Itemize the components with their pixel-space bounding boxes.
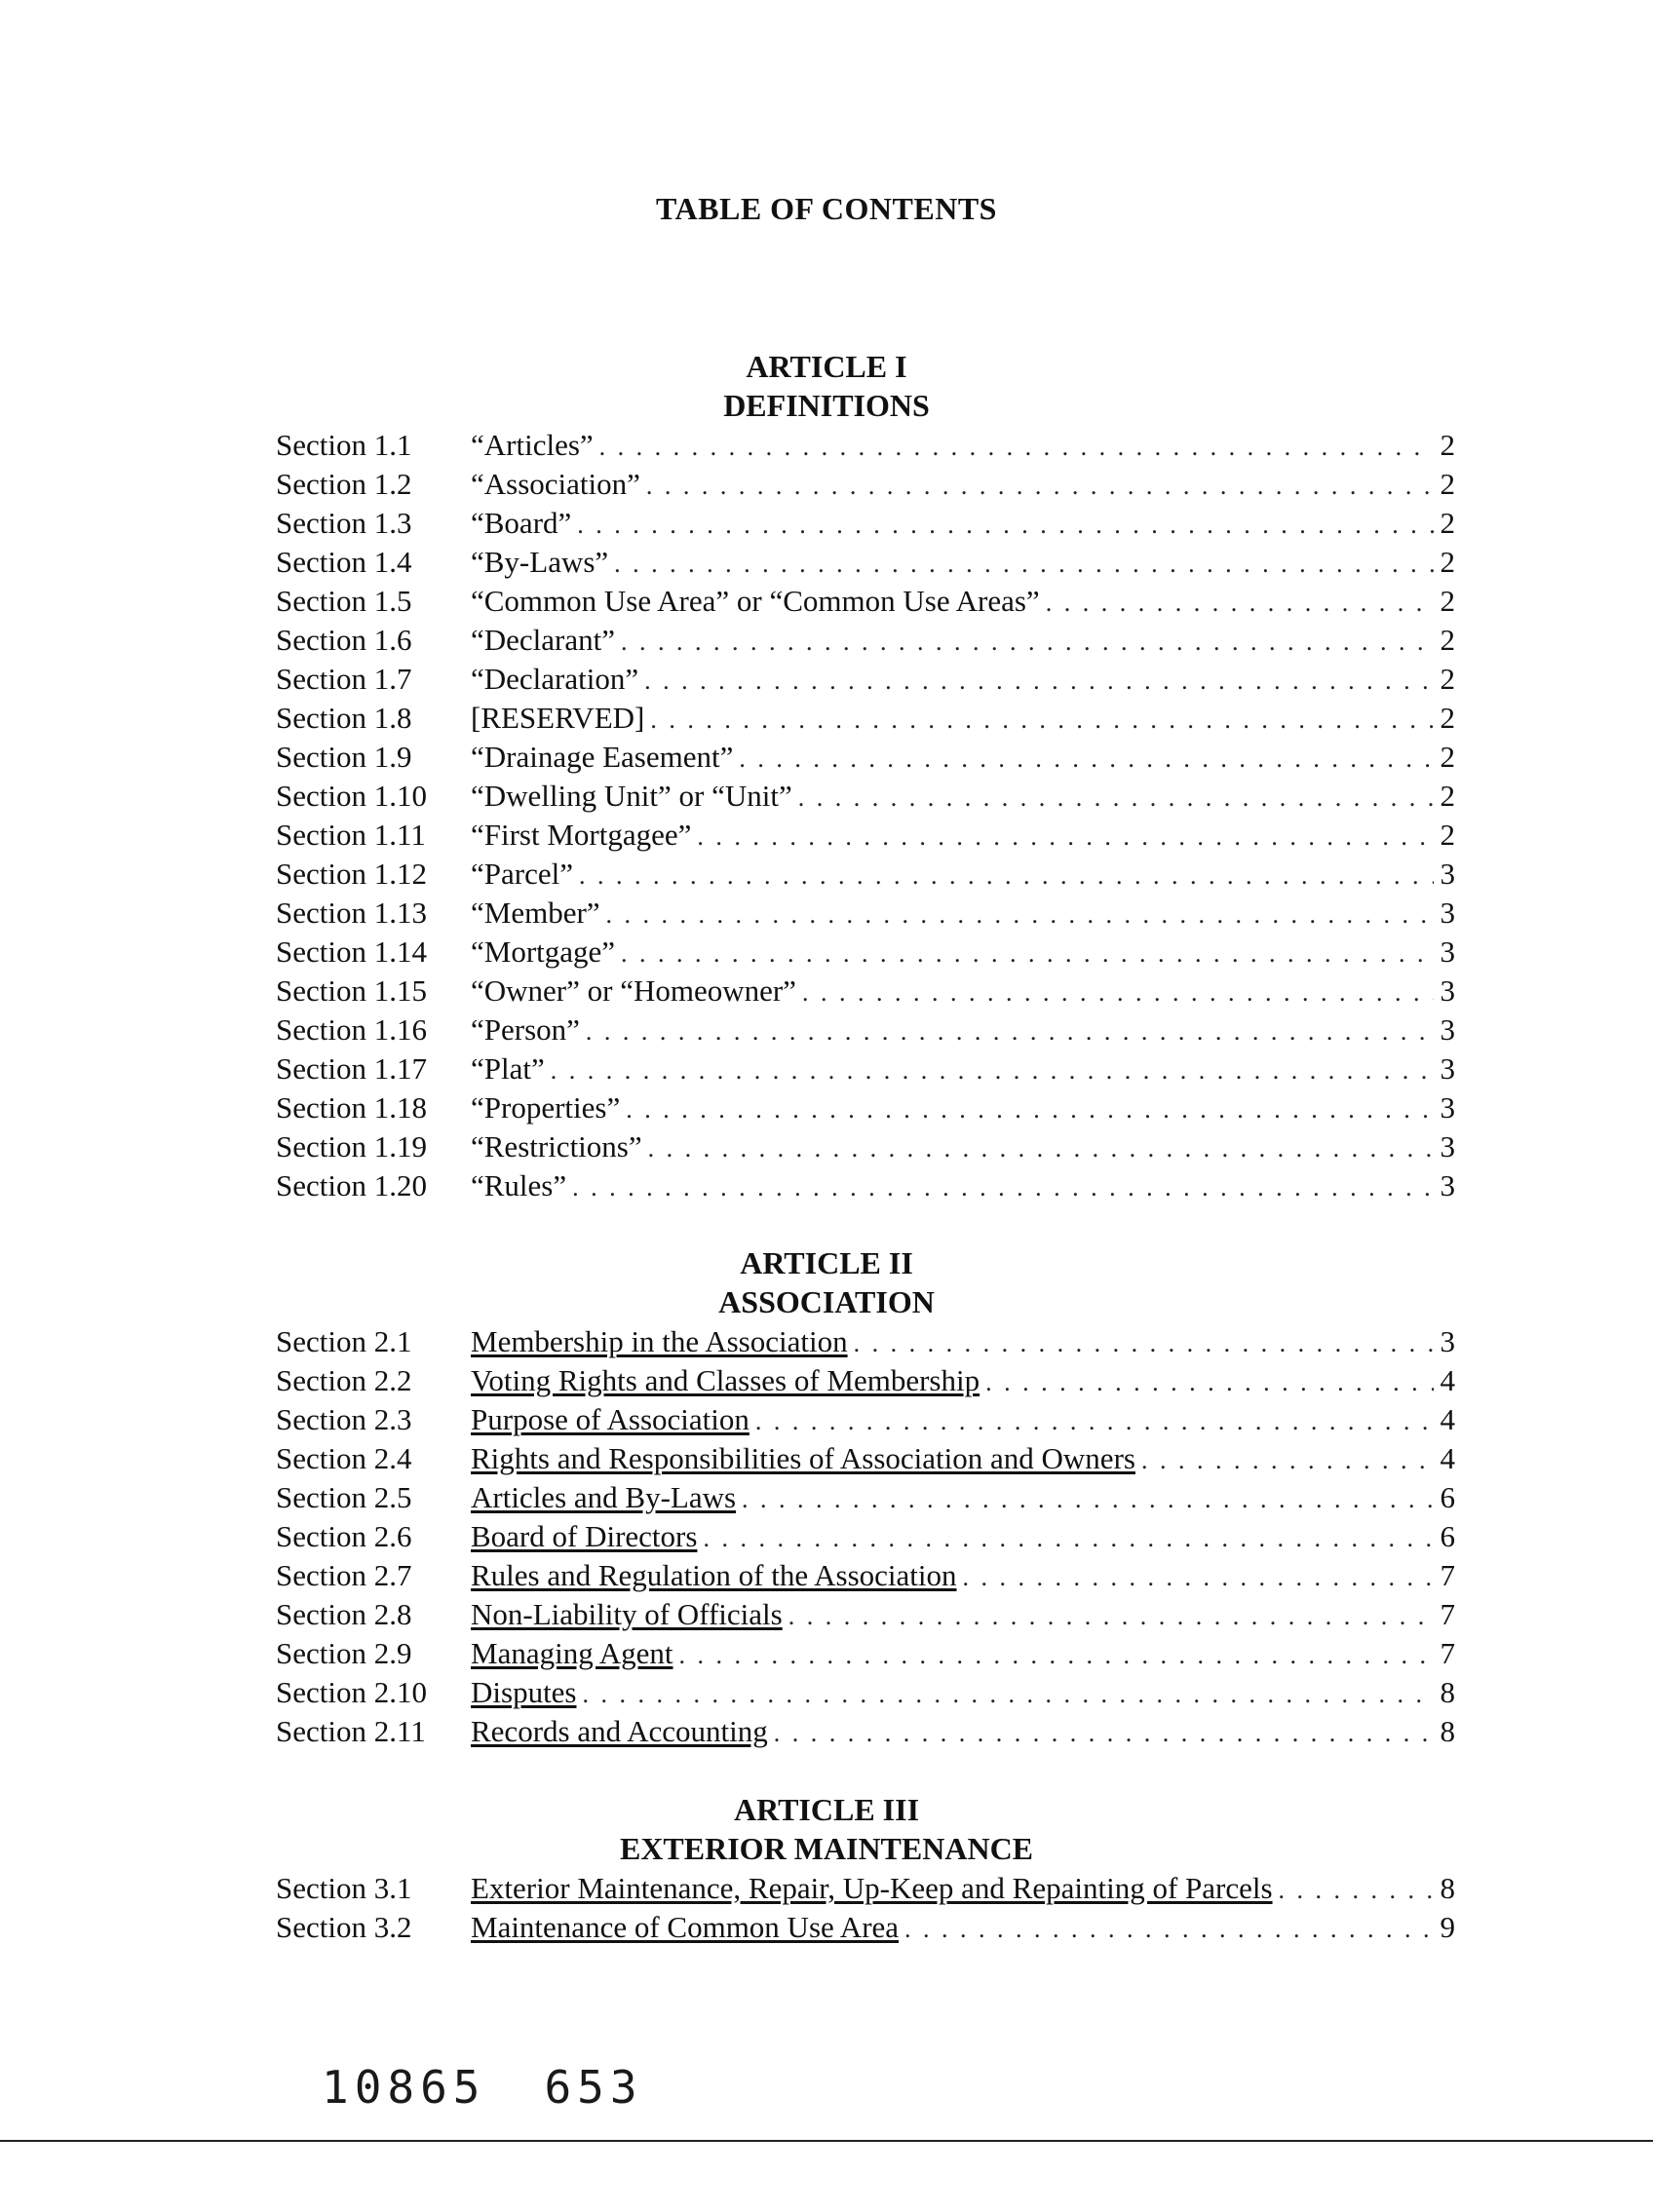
toc-entry[interactable] xyxy=(276,894,1455,933)
toc-dot-leader xyxy=(854,1324,1434,1363)
toc-page-number: 6 xyxy=(1440,1519,1455,1553)
toc-section-number: Section 2.8 xyxy=(276,1597,412,1631)
toc-section-number: Section 2.11 xyxy=(276,1714,426,1748)
toc-section-title[interactable]: Articles and By-Laws xyxy=(471,1480,737,1514)
toc-section-number: Section 2.7 xyxy=(276,1558,412,1592)
toc-dot-leader xyxy=(606,896,1434,934)
toc-section-number: Section 1.19 xyxy=(276,1129,427,1163)
toc-entry[interactable] xyxy=(276,972,1455,1011)
toc-dot-leader xyxy=(586,1012,1434,1051)
toc-dot-leader xyxy=(579,857,1434,896)
toc-dot-leader xyxy=(679,1636,1435,1675)
toc-page-number: 8 xyxy=(1440,1714,1455,1748)
toc-dot-leader xyxy=(697,818,1434,857)
toc-section-title[interactable]: Rules and Regulation of the Association xyxy=(471,1558,957,1592)
toc-section-number: Section 1.2 xyxy=(276,467,412,501)
toc-entry[interactable] xyxy=(276,1400,1455,1439)
toc-section-title: “Rules” xyxy=(471,1168,567,1202)
toc-page-number: 9 xyxy=(1440,1910,1455,1944)
toc-section-number: Section 3.2 xyxy=(276,1910,412,1944)
toc-entry[interactable] xyxy=(276,1712,1455,1751)
article-2-section-list xyxy=(276,1322,1455,1751)
toc-section-title: “First Mortgagee” xyxy=(471,818,692,852)
toc-page-number: 6 xyxy=(1440,1480,1455,1514)
article-1-heading xyxy=(0,347,1653,425)
toc-section-title[interactable]: Board of Directors xyxy=(471,1519,698,1553)
toc-page-number: 8 xyxy=(1440,1675,1455,1709)
toc-page-number: 2 xyxy=(1440,467,1455,501)
toc-dot-leader xyxy=(572,1168,1434,1207)
toc-entry[interactable] xyxy=(276,660,1455,699)
toc-entry[interactable] xyxy=(276,1595,1455,1634)
toc-section-title: “Declarant” xyxy=(471,623,615,657)
toc-section-number: Section 1.12 xyxy=(276,857,427,891)
toc-section-title: “Restrictions” xyxy=(471,1129,642,1163)
toc-section-number: Section 1.18 xyxy=(276,1090,427,1125)
toc-dot-leader xyxy=(583,1675,1435,1714)
article-number: ARTICLE I xyxy=(746,349,907,384)
toc-entry[interactable] xyxy=(276,1478,1455,1517)
toc-section-number: Section 1.14 xyxy=(276,934,427,969)
toc-entry[interactable] xyxy=(276,582,1455,621)
toc-section-number: Section 1.7 xyxy=(276,662,412,696)
toc-entry[interactable] xyxy=(276,1127,1455,1166)
stamp-book-number: 10865 xyxy=(322,2061,486,2114)
toc-entry[interactable] xyxy=(276,1439,1455,1478)
toc-page-number: 2 xyxy=(1440,506,1455,540)
toc-entry[interactable] xyxy=(276,933,1455,972)
toc-page-number: 2 xyxy=(1440,428,1455,462)
toc-dot-leader xyxy=(621,934,1434,973)
toc-section-number: Section 1.3 xyxy=(276,506,412,540)
page-title: TABLE OF CONTENTS xyxy=(656,191,997,226)
toc-section-title[interactable]: Records and Accounting xyxy=(471,1714,768,1748)
toc-page-number: 7 xyxy=(1440,1636,1455,1670)
article-number: ARTICLE II xyxy=(740,1245,913,1280)
toc-entry[interactable] xyxy=(276,1361,1455,1400)
toc-dot-leader xyxy=(774,1714,1434,1753)
toc-entry[interactable] xyxy=(276,1166,1455,1205)
toc-section-number: Section 2.9 xyxy=(276,1636,412,1670)
toc-entry[interactable] xyxy=(276,504,1455,543)
toc-dot-leader xyxy=(798,779,1434,818)
toc-section-title: “Declaration” xyxy=(471,662,639,696)
toc-section-title[interactable]: Membership in the Association xyxy=(471,1324,848,1358)
article-name: DEFINITIONS xyxy=(723,388,930,423)
toc-section-number: Section 1.8 xyxy=(276,701,412,735)
toc-dot-leader xyxy=(551,1051,1434,1090)
toc-entry[interactable] xyxy=(276,1634,1455,1673)
toc-entry[interactable] xyxy=(276,816,1455,855)
toc-section-title: “Owner” or “Homeowner” xyxy=(471,973,796,1008)
toc-section-number: Section 1.4 xyxy=(276,545,412,579)
article-3-section-list xyxy=(276,1869,1455,1947)
toc-section-number: Section 1.16 xyxy=(276,1012,427,1047)
toc-page-number: 3 xyxy=(1440,1090,1455,1125)
toc-page-number: 3 xyxy=(1440,1324,1455,1358)
toc-page-number: 2 xyxy=(1440,701,1455,735)
toc-dot-leader xyxy=(802,973,1434,1012)
toc-section-number: Section 2.4 xyxy=(276,1441,412,1475)
toc-page-number: 3 xyxy=(1440,1012,1455,1047)
article-2-heading xyxy=(0,1243,1653,1321)
toc-dot-leader xyxy=(788,1597,1434,1636)
toc-section-title: “Drainage Easement” xyxy=(471,740,734,774)
toc-dot-leader xyxy=(985,1363,1434,1402)
article-3-heading xyxy=(0,1790,1653,1868)
toc-section-title: “Member” xyxy=(471,896,600,930)
toc-section-number: Section 1.1 xyxy=(276,428,412,462)
toc-dot-leader xyxy=(626,1090,1434,1129)
toc-section-number: Section 1.20 xyxy=(276,1168,427,1202)
toc-page-number: 2 xyxy=(1440,818,1455,852)
toc-section-number: Section 1.9 xyxy=(276,740,412,774)
toc-page-number: 8 xyxy=(1440,1871,1455,1905)
toc-page-number: 4 xyxy=(1440,1363,1455,1397)
toc-dot-leader xyxy=(755,1402,1434,1441)
toc-entry[interactable] xyxy=(276,1517,1455,1556)
toc-entry[interactable] xyxy=(276,1673,1455,1712)
toc-section-title[interactable]: Voting Rights and Classes of Membership xyxy=(471,1363,980,1397)
toc-section-title: “By-Laws” xyxy=(471,545,609,579)
toc-entry[interactable] xyxy=(276,1088,1455,1127)
toc-dot-leader xyxy=(599,428,1434,467)
toc-section-title[interactable]: Exterior Maintenance, Repair, Up-Keep and Repainting of Parcels xyxy=(471,1871,1273,1905)
toc-page-number: 3 xyxy=(1440,973,1455,1008)
toc-page-number: 2 xyxy=(1440,584,1455,618)
toc-section-number: Section 2.2 xyxy=(276,1363,412,1397)
toc-page-number: 2 xyxy=(1440,545,1455,579)
toc-page-number: 3 xyxy=(1440,1129,1455,1163)
toc-section-number: Section 2.3 xyxy=(276,1402,412,1436)
stamp-page-number: 653 xyxy=(544,2061,643,2114)
toc-entry[interactable] xyxy=(276,1011,1455,1049)
toc-dot-leader xyxy=(646,467,1434,506)
toc-dot-leader xyxy=(650,701,1434,740)
article-name: ASSOCIATION xyxy=(718,1284,935,1319)
toc-page-number: 2 xyxy=(1440,740,1455,774)
toc-section-title: “Articles” xyxy=(471,428,594,462)
toc-section-title: “Board” xyxy=(471,506,572,540)
toc-page-number: 3 xyxy=(1440,1168,1455,1202)
toc-section-title: “Association” xyxy=(471,467,640,501)
toc-section-number: Section 1.5 xyxy=(276,584,412,618)
toc-section-number: Section 1.17 xyxy=(276,1051,427,1086)
toc-section-number: Section 2.6 xyxy=(276,1519,412,1553)
toc-entry[interactable] xyxy=(276,1556,1455,1595)
toc-entry[interactable] xyxy=(276,543,1455,582)
toc-dot-leader xyxy=(614,545,1434,584)
toc-section-title: “Parcel” xyxy=(471,857,573,891)
toc-section-title[interactable]: Maintenance of Common Use Area xyxy=(471,1910,900,1944)
toc-entry[interactable] xyxy=(276,465,1455,504)
toc-entry[interactable] xyxy=(276,1049,1455,1088)
toc-dot-leader xyxy=(644,662,1434,701)
toc-section-title[interactable]: Managing Agent xyxy=(471,1636,673,1670)
article-name: EXTERIOR MAINTENANCE xyxy=(619,1831,1034,1866)
toc-entry[interactable] xyxy=(276,1869,1455,1908)
toc-section-title: “Mortgage” xyxy=(471,934,616,969)
toc-page-number: 3 xyxy=(1440,934,1455,969)
toc-dot-leader xyxy=(742,1480,1434,1519)
toc-section-number: Section 1.15 xyxy=(276,973,427,1008)
toc-section-number: Section 2.5 xyxy=(276,1480,412,1514)
toc-entry[interactable] xyxy=(276,855,1455,894)
toc-dot-leader xyxy=(648,1129,1434,1168)
toc-page-number: 2 xyxy=(1440,662,1455,696)
toc-section-title: “Dwelling Unit” or “Unit” xyxy=(471,779,792,813)
toc-entry[interactable] xyxy=(276,1908,1455,1947)
toc-section-number: Section 3.1 xyxy=(276,1871,412,1905)
footer-divider xyxy=(0,2140,1653,2142)
toc-dot-leader xyxy=(904,1910,1434,1949)
article-number: ARTICLE III xyxy=(733,1792,920,1827)
toc-page-number: 3 xyxy=(1440,1051,1455,1086)
toc-dot-leader xyxy=(577,506,1434,545)
toc-section-title[interactable]: Disputes xyxy=(471,1675,577,1709)
toc-section-title: “Properties” xyxy=(471,1090,621,1125)
toc-section-number: Section 1.13 xyxy=(276,896,427,930)
toc-page-number: 4 xyxy=(1440,1402,1455,1436)
toc-section-title[interactable]: Non-Liability of Officials xyxy=(471,1597,783,1631)
toc-dot-leader xyxy=(1279,1871,1434,1910)
toc-page-number: 7 xyxy=(1440,1597,1455,1631)
recording-stamp xyxy=(322,2061,702,2114)
toc-section-number: Section 1.10 xyxy=(276,779,427,813)
toc-section-title: “Plat” xyxy=(471,1051,545,1086)
toc-section-number: Section 2.10 xyxy=(276,1675,427,1709)
toc-page-number: 2 xyxy=(1440,623,1455,657)
toc-section-title: [RESERVED] xyxy=(471,701,645,735)
toc-dot-leader xyxy=(1046,584,1434,623)
toc-dot-leader xyxy=(621,623,1434,662)
toc-entry[interactable] xyxy=(276,621,1455,660)
toc-section-title: “Person” xyxy=(471,1012,580,1047)
toc-entry[interactable] xyxy=(276,777,1455,816)
toc-dot-leader xyxy=(963,1558,1434,1597)
toc-page-number: 3 xyxy=(1440,896,1455,930)
toc-page-number: 2 xyxy=(1440,779,1455,813)
toc-entry[interactable] xyxy=(276,426,1455,465)
toc-section-title[interactable]: Rights and Responsibilities of Association and Owners xyxy=(471,1441,1135,1475)
toc-entry[interactable] xyxy=(276,699,1455,738)
toc-section-title[interactable]: Purpose of Association xyxy=(471,1402,750,1436)
toc-section-number: Section 1.11 xyxy=(276,818,426,852)
toc-dot-leader xyxy=(739,740,1434,779)
toc-entry[interactable] xyxy=(276,1322,1455,1361)
toc-section-title: “Common Use Area” or “Common Use Areas” xyxy=(471,584,1040,618)
toc-page-number: 7 xyxy=(1440,1558,1455,1592)
toc-dot-leader xyxy=(1141,1441,1434,1480)
article-1-section-list xyxy=(276,426,1455,1205)
toc-page-number: 3 xyxy=(1440,857,1455,891)
toc-section-number: Section 1.6 xyxy=(276,623,412,657)
toc-page-number: 4 xyxy=(1440,1441,1455,1475)
toc-entry[interactable] xyxy=(276,738,1455,777)
toc-section-number: Section 2.1 xyxy=(276,1324,412,1358)
toc-dot-leader xyxy=(703,1519,1434,1558)
